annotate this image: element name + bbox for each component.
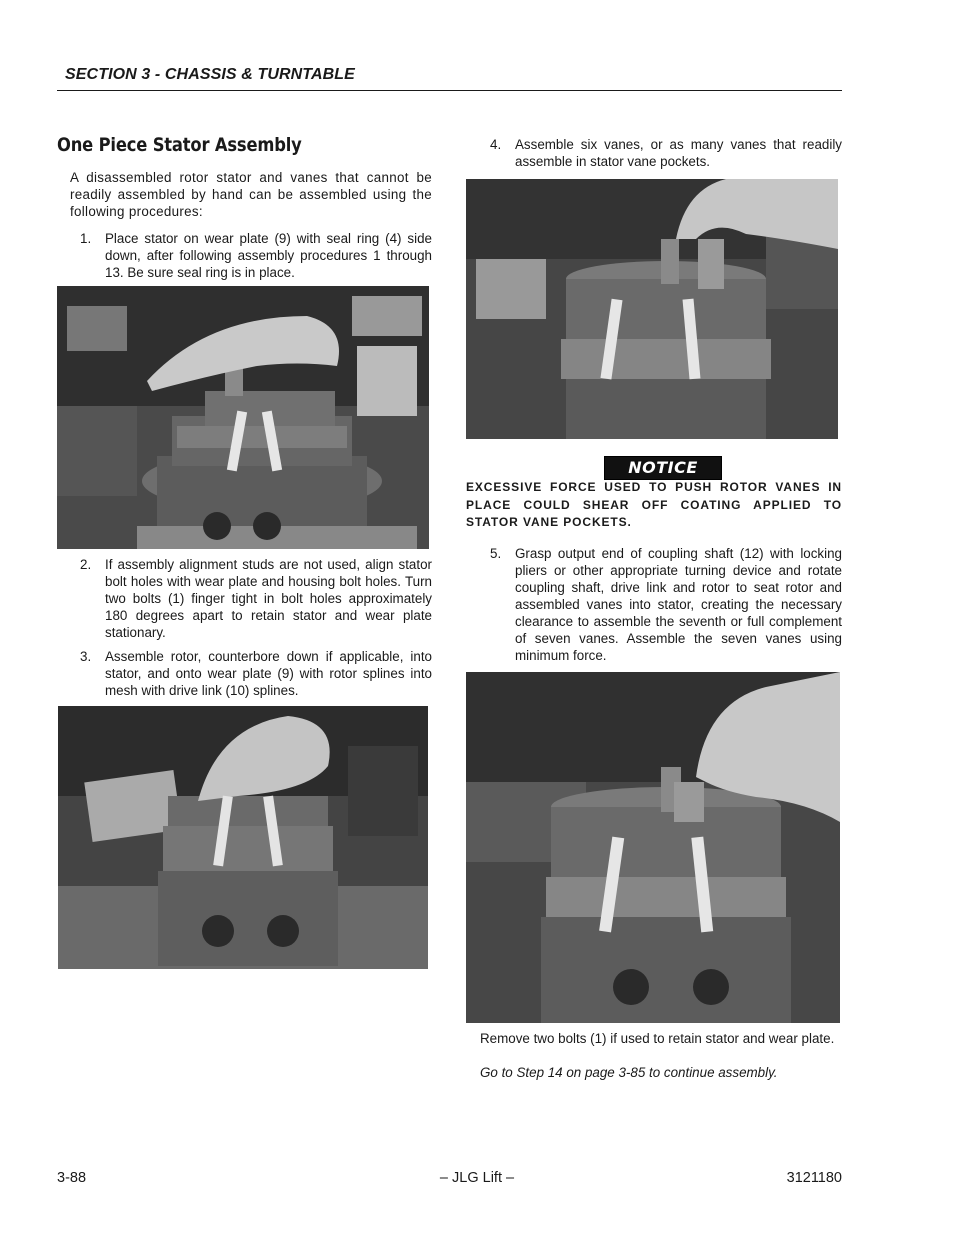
step-text: Place stator on wear plate (9) with seal ring (4) side down, after following assembly procedures 1 through 13. Be sure seal ring is in place.	[105, 231, 432, 280]
section-heading: One Piece Stator Assembly	[57, 134, 302, 156]
goto-step-text: Go to Step 14 on page 3-85 to continue assembly.	[480, 1065, 778, 1080]
intro-paragraph: A disassembled rotor stator and vanes that cannot be readily assembled by hand can be assembled using the following procedures:	[70, 170, 432, 219]
photo-assemble-vanes	[466, 179, 838, 439]
step-number: 4.	[490, 137, 502, 152]
photo-seventh-vane	[466, 672, 840, 1023]
photo-stator-on-wear-plate	[57, 286, 429, 549]
page-number: 3-88	[57, 1170, 87, 1186]
step-number: 1.	[80, 231, 92, 246]
notice-label: NOTICE	[628, 458, 698, 477]
step-text: Assemble rotor, counterbore down if applicable, into stator, and onto wear plate (9) with rotor splines into mesh with drive link (10) splines.	[105, 649, 432, 698]
step-text: If assembly alignment studs are not used, align stator bolt holes with wear plate and housing bolt holes. Turn two bolts (1) finger tight in bolt holes approximately 180 degrees apart to retain stator and wear plate stationary.	[105, 557, 432, 640]
notice-badge	[604, 456, 722, 480]
step-number: 3.	[80, 649, 92, 664]
step-number: 2.	[80, 557, 92, 572]
footer-brand: – JLG Lift –	[439, 1170, 515, 1186]
step-number: 5.	[490, 546, 502, 561]
step-text: Grasp output end of coupling shaft (12) with locking pliers or other appropriate turning device and rotate coupling shaft, drive link and rotor to seat rotor and assembled vanes into stator, creating the necessary clearance to assemble the seventh or full complement of seven vanes. Assemble the seven vanes using minimum force.	[515, 546, 842, 663]
page-header	[57, 64, 842, 91]
step-text: Assemble six vanes, or as many vanes that readily assemble in stator vane pockets.	[515, 137, 842, 169]
remove-bolts-text: Remove two bolts (1) if used to retain stator and wear plate.	[480, 1031, 835, 1046]
notice-text: EXCESSIVE FORCE USED TO PUSH ROTOR VANES IN PLACE COULD SHEAR OFF COATING APPLIED TO STATOR VANE POCKETS.	[466, 480, 842, 529]
photo-assemble-rotor	[58, 706, 428, 969]
document-number: 3121180	[786, 1170, 842, 1186]
section-title: SECTION 3 - CHASSIS & TURNTABLE	[65, 66, 355, 83]
